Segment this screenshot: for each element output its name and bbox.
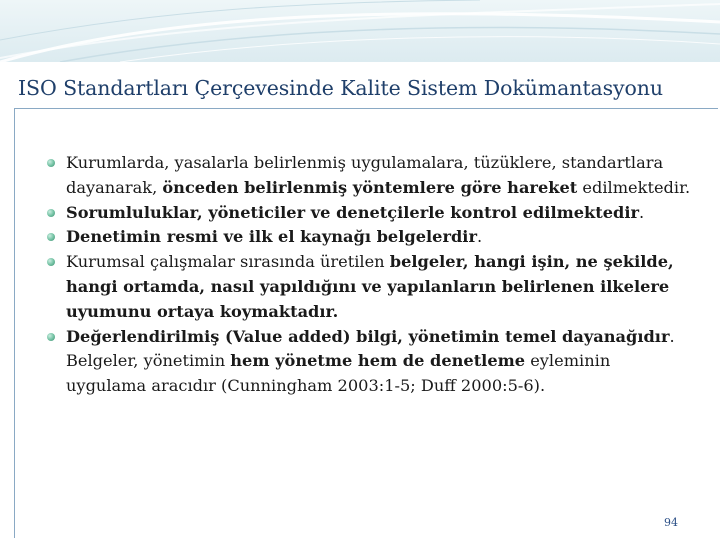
slide-title: ISO Standartları Çerçevesinde Kalite Sistem Dokümantasyonu — [18, 76, 663, 100]
bullet-bold-text: Denetimin resmi ve ilk el kaynağı belgelerdir — [66, 227, 477, 247]
bullet-text: Kurumlarda, yasalarla belirlenmiş uygulamalara, tüzüklere, standartlara dayanarak, — [66, 153, 664, 197]
bullet-dot-icon — [47, 209, 55, 217]
page-number: 94 — [664, 516, 678, 529]
bullet-bold-text: hem yönetme hem de denetleme — [230, 351, 526, 371]
bullet-text: edilmektedir. — [577, 177, 691, 197]
bullet-dot-icon — [47, 333, 55, 341]
bullet-dot-icon — [47, 258, 55, 266]
bullet-item — [44, 151, 694, 201]
bullet-text: . Belgeler, yönetimin — [66, 326, 675, 371]
bullet-item — [44, 325, 694, 399]
bullet-text: Kurumsal çalışmalar sırasında üretilen — [66, 252, 390, 272]
bullet-list — [44, 151, 694, 399]
bullet-bold-text: Sorumluluklar, yöneticiler ve denetçilerle kontrol edilmektedir — [66, 202, 640, 222]
bullet-item — [44, 225, 694, 250]
bullet-bold-text: önceden belirlenmiş yöntemlere göre hareket — [162, 177, 578, 197]
bullet-dot-icon — [47, 159, 55, 167]
bullet-item — [44, 250, 694, 324]
bullet-item — [44, 201, 694, 226]
bullet-text: eyleminin uygulama aracıdır (Cunningham 2003:1-5; Duff 2000:5-6). — [66, 351, 611, 396]
decorative-swoosh-lines — [0, 0, 720, 62]
bullet-text: . — [639, 202, 645, 222]
bullet-dot-icon — [47, 233, 55, 241]
bullet-bold-text: Değerlendirilmiş (Value added) bilgi, yönetimin temel dayanağıdır — [66, 326, 670, 346]
bullet-bold-text: belgeler, hangi işin, ne şekilde, hangi ortamda, nasıl yapıldığını ve yapılanların belirlenen ilkelere uyumunu ortaya koymaktadır. — [66, 252, 674, 321]
bullet-text: . — [476, 227, 483, 247]
decorative-header-band — [0, 0, 720, 62]
